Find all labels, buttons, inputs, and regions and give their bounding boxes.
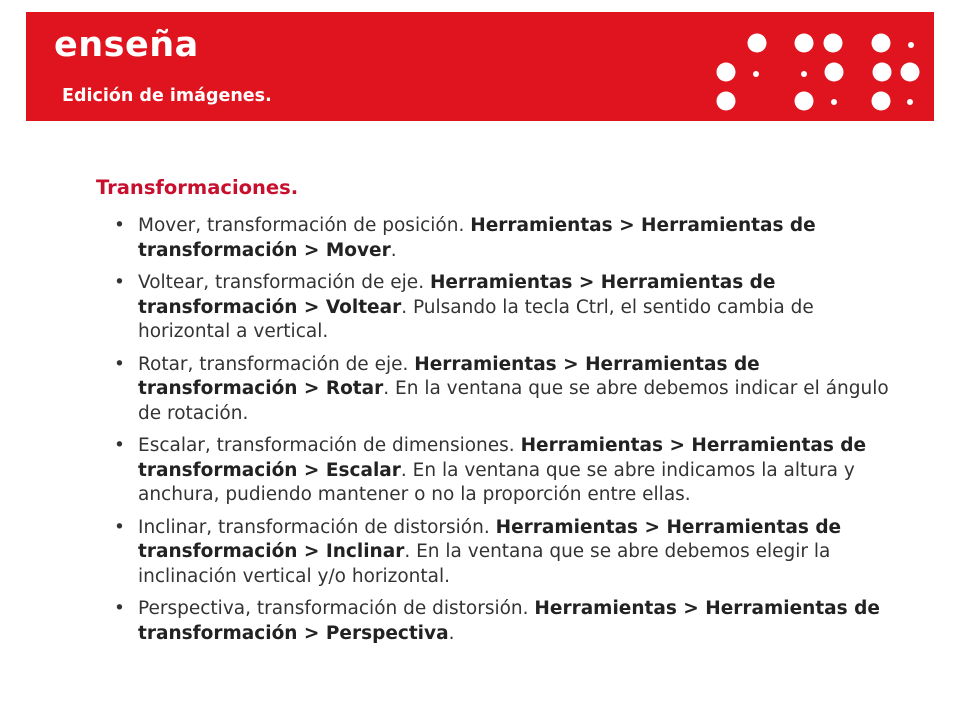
item-description: . En la ventana que se abre debemos indicar el ángulo de rotación.: [138, 378, 889, 424]
bullet-icon: •: [114, 516, 125, 538]
braille-dots-logo-icon: [684, 19, 924, 115]
list-item-inclinar: [110, 516, 910, 590]
item-intro: Voltear, transformación de eje.: [138, 272, 430, 293]
item-intro: Inclinar, transformación de distorsión.: [138, 516, 496, 538]
item-menu-path: Herramientas > Herramientas de transformación > Rotar: [138, 353, 760, 399]
list-item-rotar: [110, 353, 910, 427]
item-intro: Mover, transformación de posición.: [138, 215, 471, 236]
header-subtitle: Edición de imágenes.: [62, 86, 272, 106]
item-description: . Pulsando la tecla Ctrl, el sentido cambia de horizontal a vertical.: [138, 296, 814, 342]
item-description: .: [390, 239, 397, 261]
item-menu-path: Herramientas > Herramientas de transformación > Voltear: [138, 272, 776, 318]
item-menu-path: Herramientas > Herramientas de transformación > Inclinar: [138, 516, 842, 562]
item-intro: Escalar, transformación de dimensiones.: [138, 435, 521, 456]
item-description: .: [448, 622, 455, 644]
bullet-icon: •: [114, 272, 125, 293]
list-item-mover: [110, 214, 910, 263]
brand-title: enseña: [54, 25, 199, 65]
bullet-icon: •: [114, 215, 125, 236]
item-menu-path: Herramientas > Herramientas de transformación > Escalar: [138, 435, 867, 481]
item-description: . En la ventana que se abre indicamos la altura y anchura, pudiendo mantener o no la proporción entre ellas.: [138, 459, 855, 505]
bullet-icon: •: [114, 353, 125, 375]
transformations-list: [110, 214, 910, 654]
braille-dots: [717, 34, 920, 111]
list-item-perspectiva: [110, 597, 910, 646]
item-menu-path: Herramientas > Herramientas de transformación > Mover: [138, 215, 816, 261]
item-description: . En la ventana que se abre debemos elegir la inclinación vertical y/o horizontal.: [138, 541, 831, 587]
item-intro: Rotar, transformación de eje.: [138, 353, 415, 375]
bullet-icon: •: [114, 435, 125, 456]
bullet-icon: •: [114, 598, 125, 619]
list-item-voltear: [110, 271, 910, 345]
item-menu-path: Herramientas > Herramientas de transformación > Perspectiva: [138, 598, 880, 644]
item-intro: Perspectiva, transformación de distorsión.: [138, 598, 535, 619]
section-title: Transformaciones.: [96, 176, 299, 199]
list-item-escalar: [110, 434, 910, 508]
